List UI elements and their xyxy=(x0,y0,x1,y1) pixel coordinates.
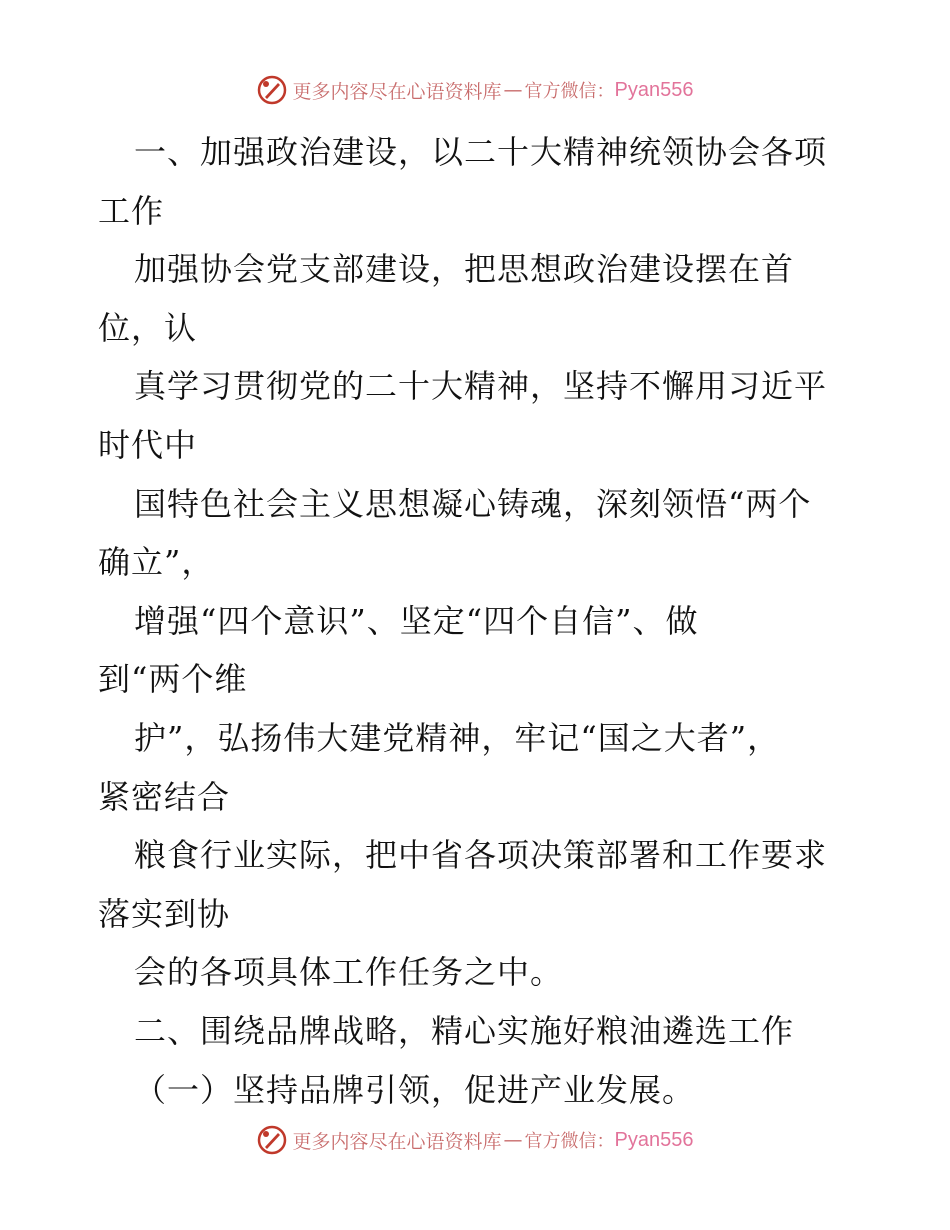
paragraph-line: 真学习贯彻党的二十大精神，坚持不懈用习近平 xyxy=(134,367,828,406)
paragraph-line: （一）坚持品牌引领，促进产业发展。 xyxy=(134,1070,696,1109)
paragraph-line: 到“两个维 xyxy=(98,660,248,699)
paragraph-line: 加强协会党支部建设，把思想政治建设摆在首 xyxy=(134,250,795,289)
watermark-separator: — xyxy=(503,79,523,101)
watermark-wechat-id: Pyan556 xyxy=(614,78,694,101)
watermark-wechat-label: 官方微信： xyxy=(524,1131,615,1152)
watermark-text: 更多内容尽在心语资料库 xyxy=(292,1130,502,1153)
quill-pen-logo-icon xyxy=(257,75,287,105)
watermark-separator: — xyxy=(503,1129,523,1151)
paragraph-line: 二、围绕品牌战略，精心实施好粮油遴选工作 xyxy=(134,1011,795,1050)
paragraph-line: 时代中 xyxy=(98,425,198,464)
paragraph-line: 确立”， xyxy=(98,543,215,582)
paragraph-line: 粮食行业实际，把中省各项决策部署和工作要求 xyxy=(134,836,828,875)
paragraph-line: 增强“四个意识”、坚定“四个自信”、做 xyxy=(134,601,699,640)
paragraph-line: 会的各项具体工作任务之中。 xyxy=(134,953,564,992)
footer-watermark xyxy=(0,1120,950,1160)
paragraph-line: 国特色社会主义思想凝心铸魂，深刻领悟“两个 xyxy=(134,484,812,523)
paragraph-line: 位，认 xyxy=(98,308,198,347)
paragraph-line: 一、加强政治建设，以二十大精神统领协会各项 xyxy=(134,133,828,171)
paragraph-line: 紧密结合 xyxy=(98,777,231,816)
paragraph-line: 工作 xyxy=(98,191,165,230)
document-body xyxy=(98,123,858,1119)
watermark-wechat-label: 官方微信： xyxy=(524,81,615,102)
paragraph-line: 落实到协 xyxy=(98,894,231,933)
header-watermark xyxy=(0,70,950,110)
watermark-text: 更多内容尽在心语资料库 xyxy=(292,80,502,103)
quill-pen-logo-icon xyxy=(257,1125,287,1155)
paragraph-line: 护”，弘扬伟大建党精神，牢记“国之大者”， xyxy=(134,718,781,757)
watermark-wechat-id: Pyan556 xyxy=(614,1128,694,1151)
